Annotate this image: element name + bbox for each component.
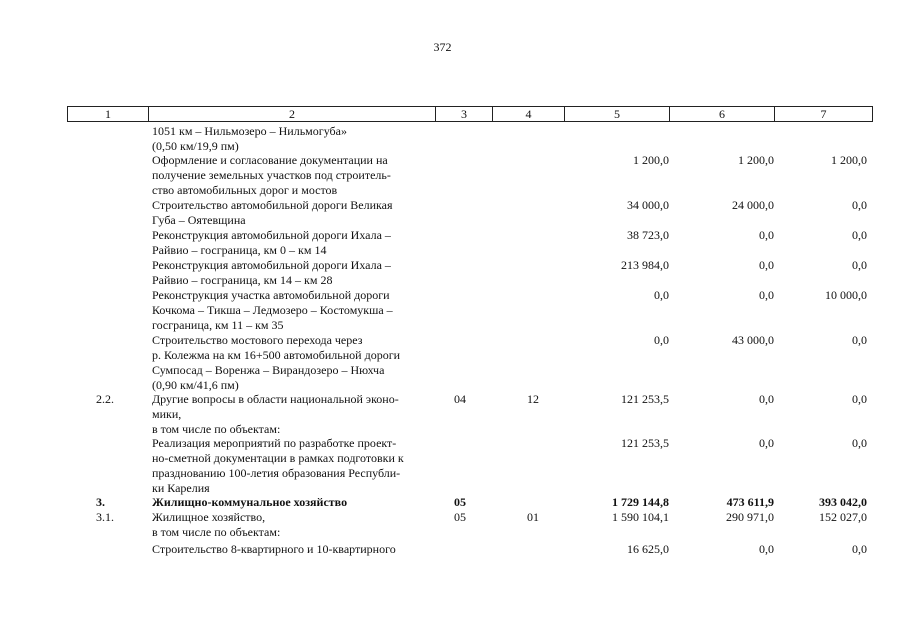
- row-number: 3.: [96, 495, 105, 509]
- row-line: Строительство мостового перехода через: [152, 333, 363, 347]
- row-value-col5: 213 984,0: [621, 258, 669, 272]
- row-line: празднованию 100-летия образования Республи-: [152, 466, 401, 480]
- header-col-3: 3: [435, 107, 492, 121]
- row-value-col7: 10 000,0: [825, 288, 867, 302]
- row-name: [152, 392, 399, 437]
- row-value-col5: 38 723,0: [627, 228, 669, 242]
- table-header: [67, 106, 873, 122]
- row-value-col5: 0,0: [654, 333, 669, 347]
- row-value-col7: 0,0: [852, 258, 867, 272]
- row-line: Сумпосад – Воренжа – Вирандозеро – Нюхча: [152, 363, 385, 377]
- row-value-col6: 24 000,0: [732, 198, 774, 212]
- row-value-col7: 393 042,0: [819, 495, 867, 509]
- row-line: в том числе по объектам:: [152, 422, 281, 436]
- row-value-col7: 0,0: [852, 436, 867, 450]
- row-value-col5: 1 200,0: [633, 153, 669, 167]
- row-value-col5: 16 625,0: [627, 542, 669, 556]
- row-line: Реконструкция автомобильной дороги Ихала –: [152, 258, 391, 272]
- row-value-col7: 1 200,0: [831, 153, 867, 167]
- row-line: Райвио – госграница, км 0 – км 14: [152, 243, 327, 257]
- row-value-col7: 0,0: [852, 392, 867, 406]
- row-value-col7: 0,0: [852, 198, 867, 212]
- row-name: [152, 436, 404, 496]
- row-name: [152, 124, 347, 154]
- row-line: Жилищно-коммунальное хозяйство: [152, 495, 348, 509]
- row-value-col6: 0,0: [759, 228, 774, 242]
- row-number: 2.2.: [96, 392, 114, 406]
- row-line: Строительство автомобильной дороги Великая: [152, 198, 393, 212]
- row-line: Губа – Оятевщина: [152, 213, 246, 227]
- row-value-col6: 0,0: [759, 392, 774, 406]
- row-line: Кочкома – Тикша – Ледмозеро – Костомукша –: [152, 303, 393, 317]
- row-line: но-сметной документации в рамках подготовки к: [152, 451, 404, 465]
- row-line: госграница, км 11 – км 35: [152, 318, 284, 332]
- row-name: [152, 153, 391, 198]
- row-line: Оформление и согласование документации на: [152, 153, 388, 167]
- row-number: 3.1.: [96, 510, 114, 524]
- row-section-code: 05: [454, 510, 466, 524]
- row-name: [152, 495, 347, 510]
- header-col-1: 1: [105, 107, 111, 121]
- row-value-col7: 0,0: [852, 542, 867, 556]
- row-line: 1051 км – Нильмозеро – Нильмогуба»: [152, 124, 347, 138]
- row-value-col6: 473 611,9: [726, 495, 774, 509]
- row-value-col6: 0,0: [759, 288, 774, 302]
- row-line: Жилищное хозяйство,: [152, 510, 266, 524]
- row-value-col5: 121 253,5: [621, 436, 669, 450]
- row-value-col5: 0,0: [654, 288, 669, 302]
- row-name: [152, 258, 391, 288]
- row-value-col6: 43 000,0: [732, 333, 774, 347]
- row-value-col6: 1 200,0: [738, 153, 774, 167]
- row-line: р. Колежма на км 16+500 автомобильной дороги: [152, 348, 401, 362]
- row-value-col6: 0,0: [759, 436, 774, 450]
- row-line: Реконструкция участка автомобильной дороги: [152, 288, 390, 302]
- row-line: Райвио – госграница, км 14 – км 28: [152, 273, 333, 287]
- row-subsection-code: 12: [527, 392, 539, 406]
- header-col-5: 5: [564, 107, 669, 121]
- row-value-col6: 290 971,0: [726, 510, 774, 524]
- row-section-code: 04: [454, 392, 466, 406]
- row-line: (0,90 км/41,6 пм): [152, 378, 239, 392]
- row-line: Реконструкция автомобильной дороги Ихала –: [152, 228, 391, 242]
- row-value-col5: 34 000,0: [627, 198, 669, 212]
- row-name: [152, 288, 393, 333]
- row-line: (0,50 км/19,9 пм): [152, 139, 239, 153]
- row-name: [152, 228, 391, 258]
- row-value-col5: 1 729 144,8: [612, 495, 669, 509]
- row-line: Строительство 8-квартирного и 10-квартирного: [152, 542, 396, 556]
- header-col-4: 4: [492, 107, 564, 121]
- row-value-col7: 152 027,0: [819, 510, 867, 524]
- row-line: Другие вопросы в области национальной эконо-: [152, 392, 399, 406]
- row-value-col6: 0,0: [759, 258, 774, 272]
- row-value-col7: 0,0: [852, 333, 867, 347]
- row-line: мики,: [152, 407, 182, 421]
- header-col-6: 6: [669, 107, 774, 121]
- row-subsection-code: 01: [527, 510, 539, 524]
- row-value-col6: 0,0: [759, 542, 774, 556]
- row-line: ки Карелия: [152, 481, 210, 495]
- row-name: [152, 333, 400, 393]
- row-name: [152, 510, 280, 540]
- row-name: [152, 198, 393, 228]
- header-col-7: 7: [774, 107, 872, 121]
- row-value-col5: 1 590 104,1: [612, 510, 669, 524]
- row-line: Реализация мероприятий по разработке проект-: [152, 436, 397, 450]
- row-section-code: 05: [454, 495, 466, 509]
- row-value-col5: 121 253,5: [621, 392, 669, 406]
- page-number: 372: [433, 40, 452, 54]
- row-line: в том числе по объектам:: [152, 525, 281, 539]
- row-line: получение земельных участков под строитель-: [152, 168, 391, 182]
- row-name: [152, 542, 396, 557]
- row-line: ство автомобильных дорог и мостов: [152, 183, 338, 197]
- header-col-2: 2: [148, 107, 435, 121]
- row-value-col7: 0,0: [852, 228, 867, 242]
